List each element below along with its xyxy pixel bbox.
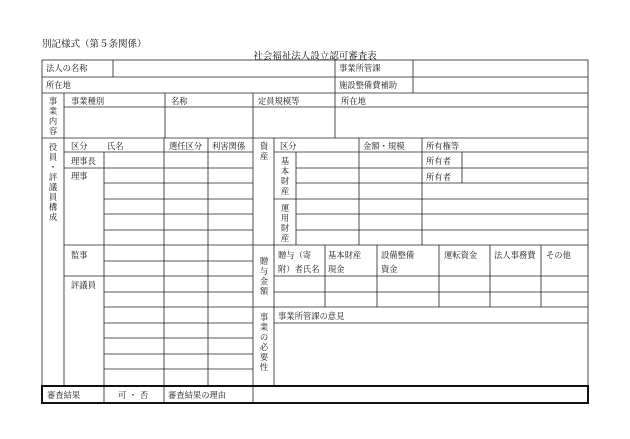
capacity-label: 定員規模等 — [258, 96, 300, 106]
corp-expense-label: 法人事務費 — [494, 250, 536, 260]
role-councilor: 評議員 — [71, 280, 96, 290]
other-label: その他 — [546, 250, 571, 260]
assets-ownership-header: 所有権等 — [426, 141, 460, 151]
location-label: 所在地 — [341, 96, 366, 106]
facility-fund-line1: 設備整備 — [381, 250, 415, 260]
officers-name-header: 氏名 — [107, 141, 124, 151]
owner-label-2: 所有者 — [426, 172, 451, 182]
form-title: 社会福祉法人設立認可審査表 — [253, 51, 377, 62]
address-label: 所在地 — [46, 80, 71, 90]
business-type-label: 事業種別 — [71, 96, 105, 106]
officers-category-header: 区分 — [71, 141, 88, 151]
basic-cash-line2: 現金 — [328, 264, 345, 274]
operating-assets-label: 運 用 財 産 — [280, 203, 290, 243]
assets-amount-header: 金額・規模 — [363, 141, 405, 151]
assets-category-header: 区分 — [280, 141, 297, 151]
role-chairman: 理事長 — [71, 156, 96, 166]
donor-label-line2: 附）者氏名 — [278, 264, 320, 274]
officers-interest-header: 利害関係 — [212, 141, 246, 151]
result-reason-label: 審査結果の理由 — [168, 390, 227, 400]
result-choice[interactable]: 可 ・ 否 — [118, 390, 149, 400]
necessity-section-label: 事 業 の 必 要 性 — [259, 312, 269, 372]
role-director: 理事 — [71, 171, 88, 181]
business-section-label: 事 業 内 容 — [48, 96, 58, 136]
assets-section-label: 資 産 — [259, 141, 269, 161]
officers-section-label: 役 員 ・ 評 議 員 構 成 — [48, 142, 58, 222]
donation-section-label: 贈 与 金 額 — [259, 256, 269, 296]
role-auditor: 監事 — [71, 250, 88, 260]
facility-fund-line2: 資金 — [381, 264, 398, 274]
owner-label-1: 所有者 — [426, 156, 451, 166]
facility-subsidy-label: 施設整備費補助 — [339, 80, 398, 90]
basic-cash-line1: 基本財産 — [328, 250, 362, 260]
basic-assets-label: 基 本 財 産 — [280, 156, 290, 196]
office-opinion-label: 事業所管課の意見 — [278, 311, 345, 321]
corp-name-label: 法人の名称 — [46, 63, 88, 73]
business-name-label: 名称 — [171, 96, 188, 106]
donor-label-line1: 贈与（寄 — [278, 250, 312, 260]
result-label: 審査結果 — [47, 390, 81, 400]
format-label: 別記様式（第５条関係） — [42, 39, 147, 50]
form-border — [42, 60, 588, 403]
office-label: 事業所管課 — [339, 63, 381, 73]
officers-election-header: 選任区分 — [169, 141, 203, 151]
operating-fund-label: 運転資金 — [444, 250, 478, 260]
